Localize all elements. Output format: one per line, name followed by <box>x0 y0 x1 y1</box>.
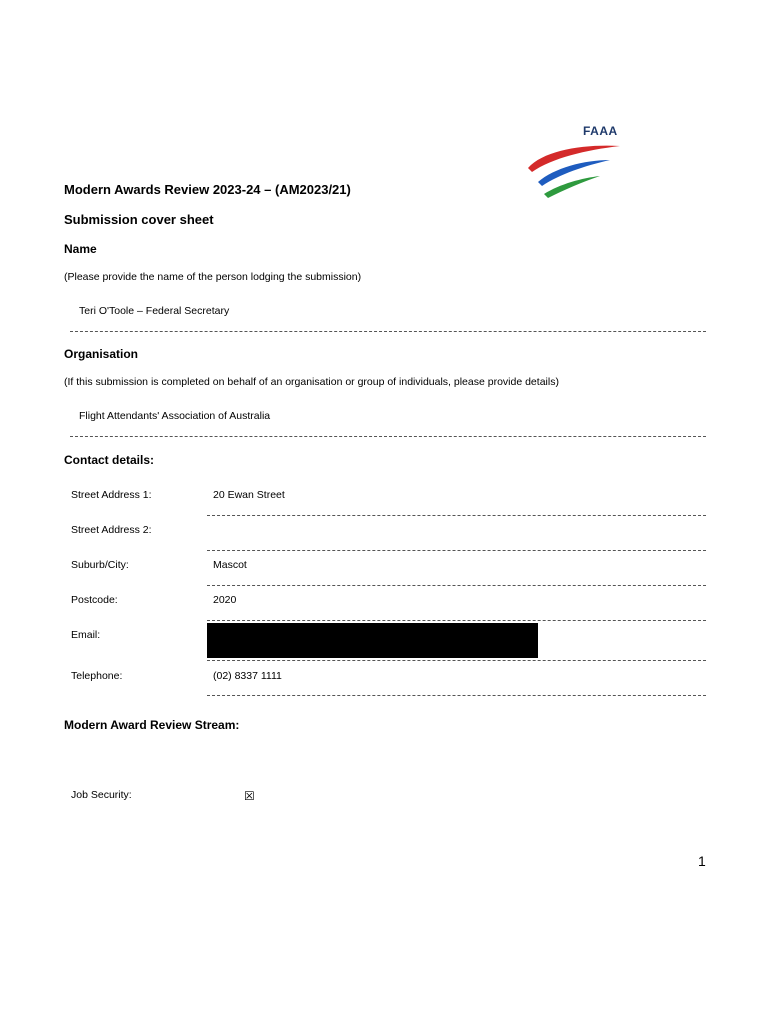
street1-underline <box>207 515 706 516</box>
faaa-logo-text: FAAA <box>583 124 618 138</box>
street2-underline <box>207 550 706 551</box>
organisation-heading: Organisation <box>64 347 139 361</box>
suburb-underline <box>207 585 706 586</box>
telephone-label: Telephone: <box>71 670 123 682</box>
faaa-logo-icon <box>524 138 624 200</box>
email-underline <box>207 660 706 661</box>
contact-heading: Contact details: <box>64 453 155 467</box>
name-heading: Name <box>64 242 97 256</box>
postcode-label: Postcode: <box>71 594 118 606</box>
organisation-instruction: (If this submission is completed on behalf of an organisation or group of individuals, please provide details) <box>64 376 559 388</box>
job-security-label: Job Security: <box>71 789 132 801</box>
name-underline <box>70 331 706 332</box>
postcode-underline <box>207 620 706 621</box>
telephone-value: (02) 8337 1111 <box>213 670 282 682</box>
email-label: Email: <box>71 629 101 641</box>
document-title: Modern Awards Review 2023-24 – (AM2023/21) <box>64 182 351 197</box>
suburb-label: Suburb/City: <box>71 559 129 571</box>
suburb-value: Mascot <box>213 559 247 571</box>
street2-label: Street Address 2: <box>71 524 152 536</box>
stream-heading: Modern Award Review Stream: <box>64 718 240 732</box>
name-value: Teri O'Toole – Federal Secretary <box>79 305 230 317</box>
page-number: 1 <box>698 853 706 869</box>
organisation-underline <box>70 436 706 437</box>
street1-label: Street Address 1: <box>71 489 152 501</box>
name-instruction: (Please provide the name of the person lodging the submission) <box>64 271 362 283</box>
email-redaction-block <box>207 623 538 658</box>
organisation-value: Flight Attendants' Association of Australia <box>79 410 271 422</box>
postcode-value: 2020 <box>213 594 237 606</box>
document-subtitle: Submission cover sheet <box>64 212 214 227</box>
street1-value: 20 Ewan Street <box>213 489 285 501</box>
job-security-checkbox[interactable]: ☒ <box>244 789 255 803</box>
telephone-underline <box>207 695 706 696</box>
